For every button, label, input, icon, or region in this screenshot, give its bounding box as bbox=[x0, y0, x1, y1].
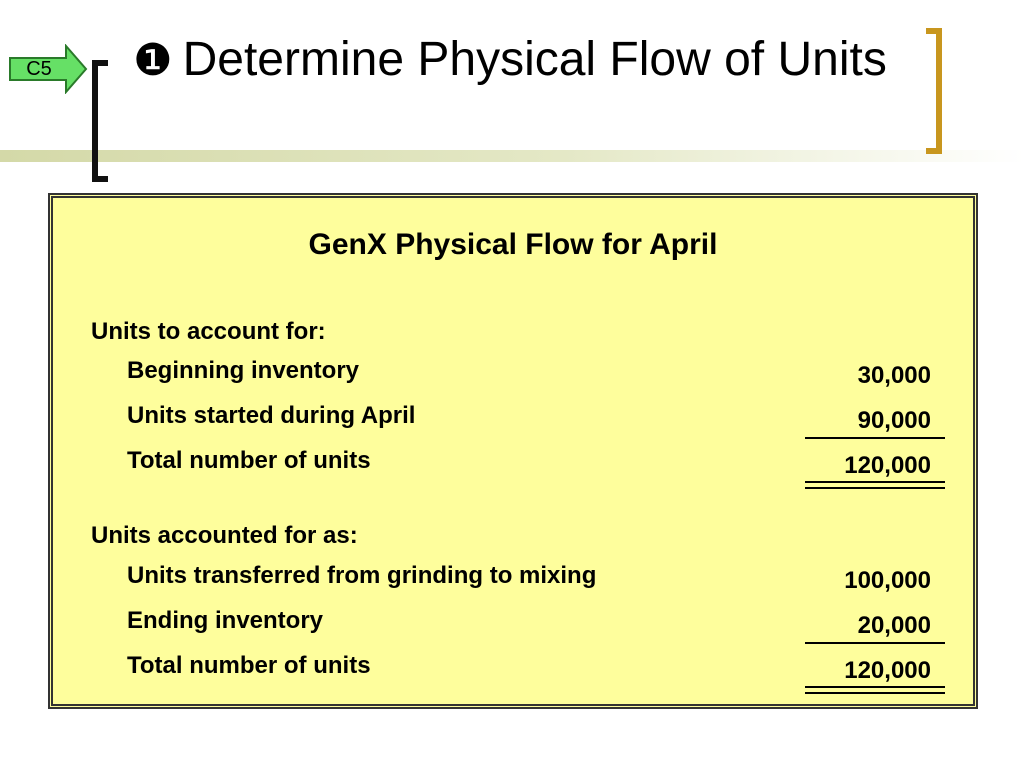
total-double-rule bbox=[805, 481, 945, 489]
section-heading-accounted-for: Units accounted for as: bbox=[91, 522, 358, 549]
row-label-beginning-inventory: Beginning inventory bbox=[127, 357, 360, 384]
title-text: Determine Physical Flow of Units bbox=[182, 33, 887, 86]
row-value-total-units-2: 120,000 bbox=[844, 657, 931, 684]
row-value-total-units-1: 120,000 bbox=[844, 452, 931, 479]
row-value-beginning-inventory: 30,000 bbox=[857, 362, 931, 389]
row-label-total-units-1: Total number of units bbox=[127, 447, 371, 474]
row-value-units-started: 90,000 bbox=[857, 407, 931, 434]
row-value-units-transferred: 100,000 bbox=[844, 567, 931, 594]
row-label-units-transferred: Units transferred from grinding to mixing bbox=[127, 562, 597, 589]
title-bullet: ❶ bbox=[133, 36, 173, 85]
right-bracket-decoration bbox=[926, 28, 942, 154]
row-label-units-started: Units started during April bbox=[127, 402, 416, 429]
subtotal-rule bbox=[805, 642, 945, 644]
row-value-ending-inventory: 20,000 bbox=[857, 612, 931, 639]
c5-badge bbox=[8, 44, 88, 94]
section-heading-account-for: Units to account for: bbox=[91, 318, 326, 345]
subtotal-rule bbox=[805, 437, 945, 439]
row-label-total-units-2: Total number of units bbox=[127, 652, 371, 679]
header-band bbox=[0, 150, 1024, 162]
badge-label: C5 bbox=[26, 58, 52, 80]
left-bracket-decoration bbox=[92, 60, 108, 182]
slide-title bbox=[110, 32, 910, 89]
physical-flow-panel bbox=[48, 193, 978, 709]
row-label-ending-inventory: Ending inventory bbox=[127, 607, 324, 634]
total-double-rule bbox=[805, 686, 945, 694]
panel-title: GenX Physical Flow for April bbox=[308, 228, 718, 261]
